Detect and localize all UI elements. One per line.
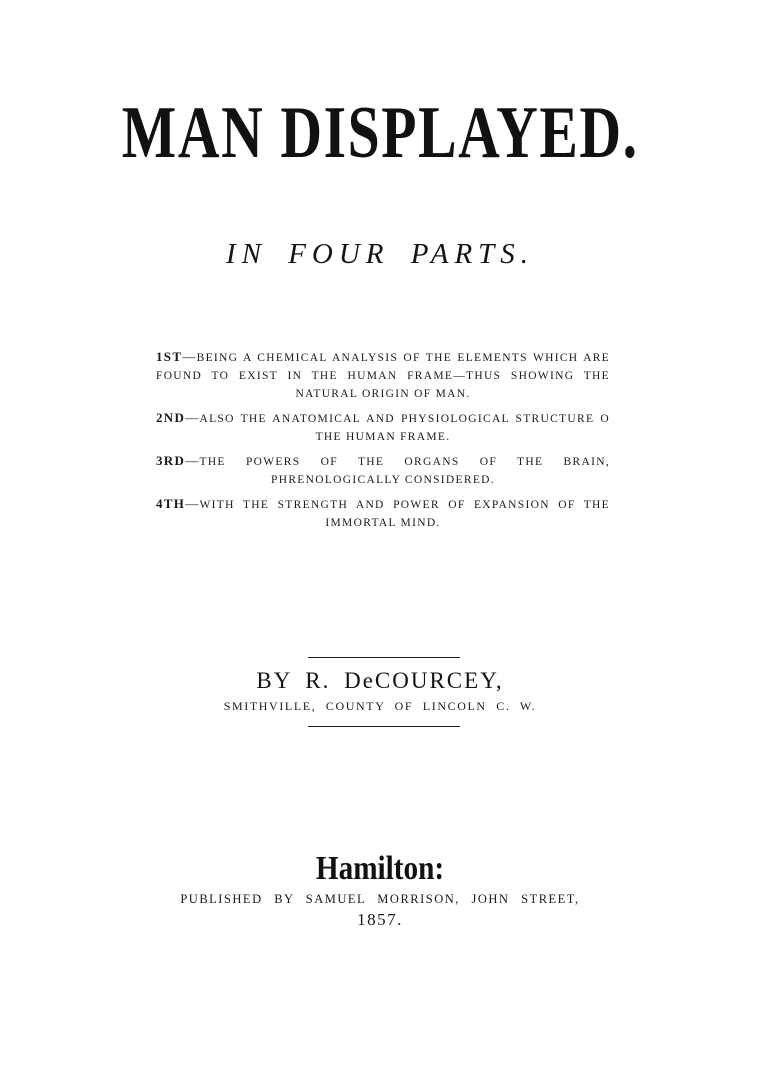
- part-number: 1ST: [156, 349, 183, 364]
- part-description: WITH THE STRENGTH AND POWER OF EXPANSION OF THE IMMORTAL MIND.: [199, 499, 610, 529]
- part-item: [156, 409, 610, 446]
- part-number: 4TH: [156, 496, 186, 511]
- book-subtitle: IN FOUR PARTS.: [225, 238, 535, 270]
- imprint-year: 1857.: [357, 910, 403, 929]
- divider-rule-bottom: [308, 726, 460, 727]
- part-item: [156, 348, 610, 403]
- part-separator: —: [185, 410, 200, 425]
- part-item: [156, 452, 610, 489]
- author-line: BY R. DeCOURCEY,: [256, 668, 504, 693]
- imprint-city: Hamilton:: [315, 850, 445, 887]
- part-number: 3RD: [156, 453, 186, 468]
- part-description: ALSO THE ANATOMICAL AND PHYSIOLOGICAL STRUCTURE O THE HUMAN FRAME.: [199, 413, 610, 443]
- imprint-publisher: PUBLISHED BY SAMUEL MORRISON, JOHN STREET,: [180, 892, 580, 906]
- part-separator: —: [185, 453, 200, 468]
- part-number: 2ND: [156, 410, 186, 425]
- part-item: [156, 495, 610, 532]
- author-location: SMITHVILLE, COUNTY OF LINCOLN C. W.: [223, 699, 537, 713]
- divider-rule-top: [308, 657, 460, 658]
- part-description: THE POWERS OF THE ORGANS OF THE BRAIN, PHRENOLOGICALLY CONSIDERED.: [199, 456, 610, 486]
- parts-list: [156, 348, 610, 538]
- part-description: BEING A CHEMICAL ANALYSIS OF THE ELEMENTS WHICH ARE FOUND TO EXIST IN THE HUMAN FRAME—THUS SHOWING THE NATURAL ORIGIN OF MAN.: [156, 352, 610, 400]
- book-title: MAN DISPLAYED.: [121, 92, 639, 174]
- part-separator: —: [185, 496, 200, 511]
- part-separator: —: [182, 349, 197, 364]
